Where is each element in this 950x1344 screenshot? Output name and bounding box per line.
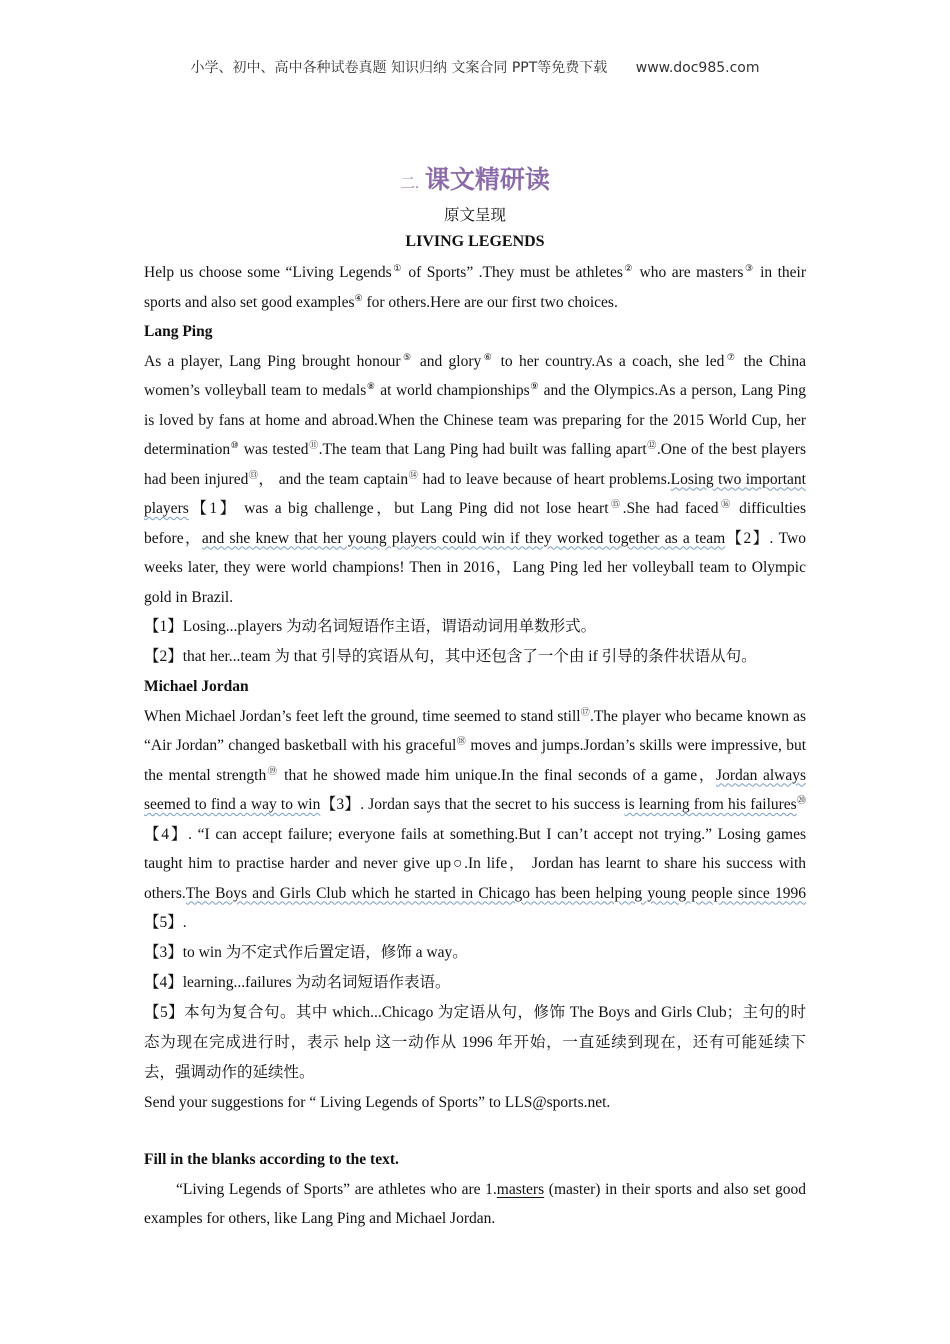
- header-url[interactable]: www.doc985.com: [635, 60, 760, 76]
- underlined-phrase-3: Jordan always seemed to find a way to win: [144, 766, 806, 813]
- section-title: [0, 160, 950, 196]
- michael-jordan-heading: Michael Jordan: [144, 678, 249, 695]
- lang-ping-paragraph: As a player, Lang Ping brought honour⑤ and glory⑥ to her country.As a coach, she led⑦ the China women’s volleyball team to medals⑧ at world championships⑨ and the Olympics.As a person, Lang Ping is loved by fans at home and abroad.When the Chinese team was preparing for the 2015 World Cup, her determination⑩ was tested⑪.The team that Lang Ping had built was falling apart⑫.One of the best players had been injured⑬， and the team captain⑭ had to leave because of heart problems.Losing two important players【1】 was a big challenge，but Lang Ping did not lose heart⑮.She had faced⑯ difficulties before，and she knew that her young players could win if they worked together as a team【2】. Two weeks later, they were world champions! Then in 2016，Lang Ping led her volleyball team to Olympic gold in Brazil.: [144, 351, 806, 606]
- underlined-phrase-4: is learning from his failures: [624, 796, 797, 813]
- exercise-text: “Living Legends of Sports” are athletes who are 1.masters (master) in their sports and also set good examples for others, like Lang Ping and Michael Jordan.: [144, 1180, 806, 1227]
- jordan-paragraph: When Michael Jordan’s feet left the ground, time seemed to stand still⑰.The player who became known as “Air Jordan” changed basketball with his graceful⑱ moves and jumps.Jordan’s skills were impressive, but the mental strength⑲ that he showed made him unique.In the final seconds of a game，Jordan always seemed to find a way to win【3】. Jordan says that the secret to his success is learning from his failures⑳ 【4】. “I can accept failure; everyone fails at something.But I can’t accept not trying.” Losing games taught him to practise harder and never give up○.In life， Jordan has learnt to share his success with others.The Boys and Girls Club which he started in Chicago has been helping young people since 1996【5】.: [144, 706, 806, 931]
- note-1: 【1】Losing...players 为动名词短语作主语，谓语动词用单数形式。: [144, 618, 597, 635]
- exercise-heading: Fill in the blanks according to the text.: [144, 1151, 399, 1168]
- section-number: 二.: [400, 176, 419, 192]
- underlined-phrase-2: and she knew that her young players could win if they worked together as a team: [201, 529, 726, 547]
- article-title: LIVING LEGENDS: [405, 233, 545, 250]
- article-body: [144, 258, 806, 1234]
- note-3: 【3】to win 为不定式作后置定语，修饰 a way。: [144, 943, 468, 961]
- closing-line: Send your suggestions for “ Living Legends of Sports” to LLS@sports.net.: [144, 1093, 611, 1111]
- header-text: 小学、初中、高中各种试卷真题 知识归纳 文案合同 PPT等免费下载: [190, 60, 608, 76]
- underlined-phrase-1: Losing two important players: [144, 470, 806, 517]
- page-header: [0, 57, 950, 77]
- intro-paragraph: Help us choose some “Living Legends① of Sports” .They must be athletes② who are masters③ in their sports and also set good examples④ for others.Here are our first two choices.: [144, 262, 807, 311]
- underlined-phrase-5: The Boys and Girls Club which he started in Chicago has been helping young people since 1996: [185, 884, 806, 902]
- section-heading: 课文精研读: [424, 167, 550, 194]
- lang-ping-heading: Lang Ping: [144, 323, 213, 340]
- subtitle: 原文呈现: [443, 207, 506, 224]
- note-2: 【2】that her...team 为 that 引导的宾语从句，其中还包含了一个由 if 引导的条件状语从句。: [144, 648, 757, 665]
- note-5: 【5】本句为复合句。其中 which...Chicago 为定语从句，修饰 The Boys and Girls Club；主句的时态为现在完成进行时，表示 help 这一动作从 1996 年开始，一直延续到现在，还有可能延续下去，强调动作的延续性。: [144, 1003, 806, 1081]
- note-4: 【4】learning...failures 为动名词短语作表语。: [144, 973, 451, 991]
- answer-blank-1[interactable]: masters: [496, 1180, 545, 1198]
